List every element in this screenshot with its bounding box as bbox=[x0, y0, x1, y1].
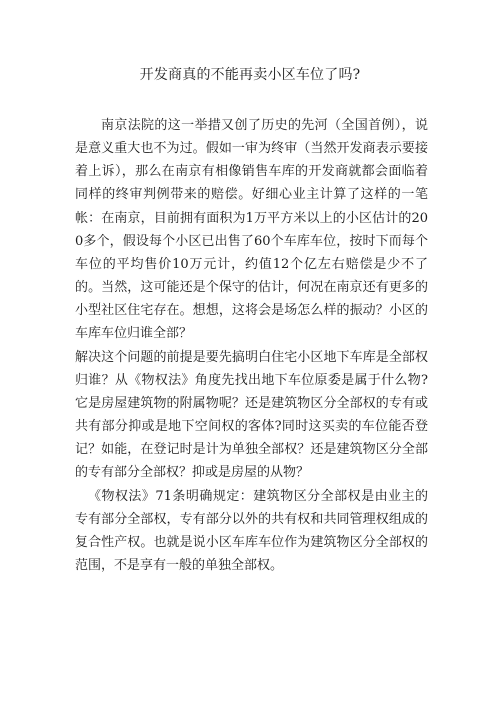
paragraph-2: 解决这个问题的前提是要先搞明白住宅小区地下车库是全部权归谁？从《物权法》角度先找出地下车位原委是属于什么物?它是房屋建筑物的附属物呢？还是建筑物区分全部权的专有或共有部分抑或是地下空间权的客体?同时这买卖的车位能否登记？如能，在登记时是计为单独全部权？还是建筑物区分全部的专有部分全部权？抑或是房屋的从物？ bbox=[75, 349, 428, 481]
paragraph-3: 《物权法》71条明确规定：建筑物区分全部权是由业主的专有部分全部权，专有部分以外的共有权和共同管理权组成的复合性产权。也就是说小区车库车位作为建筑物区分全部权的范围，不是享有一般的单独全部权。 bbox=[75, 488, 428, 573]
paragraph-1: 南京法院的这一举措又创了历史的先河（全国首例），说是意义重大也不为过。假如一审为终审（当然开发商表示要接着上诉），那么在南京有相像销售车库的开发商就都会面临着同样的终审判例带来的赔偿。好细心业主计算了这样的一笔帐：在南京，目前拥有面积为1万平方米以上的小区估计的200多个，假设每个小区已出售了60个车库车位，按时下而每个车位的平均售价10万元计，约值12个亿左右赔偿是少不了的。当然，这可能还是个保守的估计，何况在南京还有更多的小型社区住宅存在。想想，这将会是场怎么样的振动？小区的车库车位归谁全部？ bbox=[75, 118, 428, 342]
document-title: 开发商真的不能再卖小区车位了吗? bbox=[139, 67, 361, 83]
document-body bbox=[75, 114, 428, 577]
